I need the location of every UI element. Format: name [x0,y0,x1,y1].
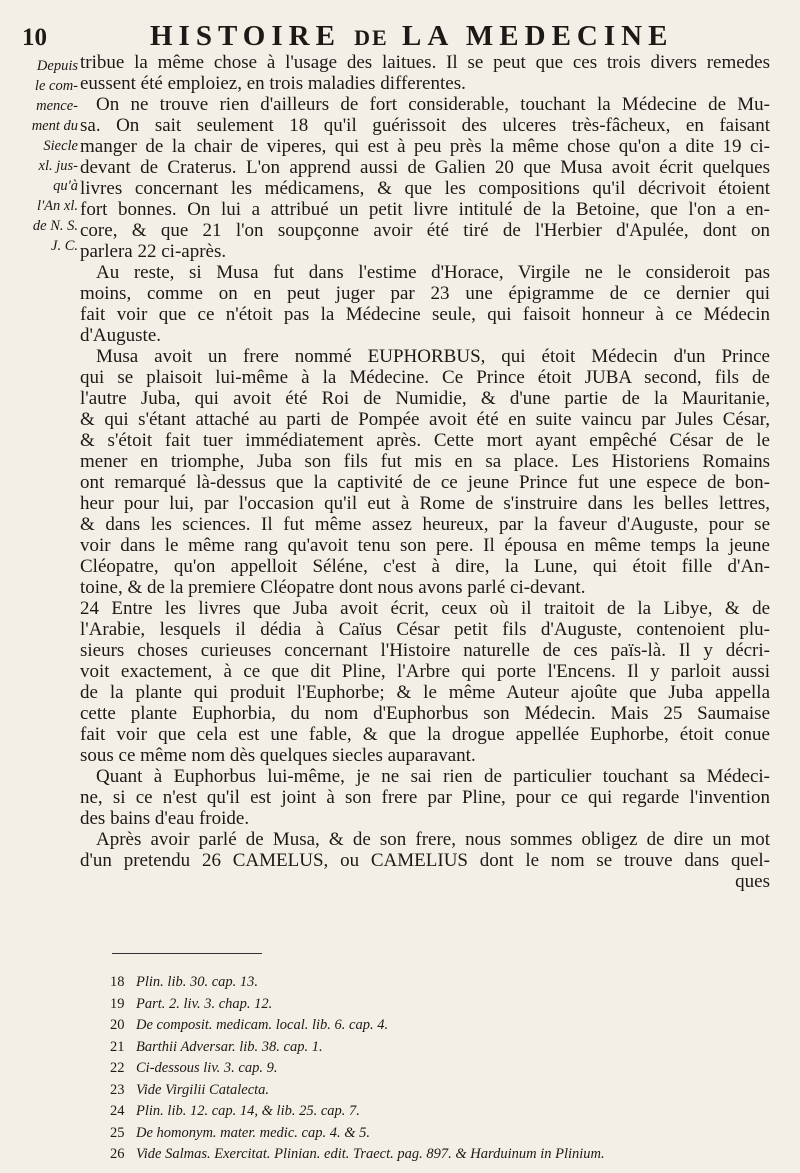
footnote [110,1015,770,1037]
text-line: d'Auguste. [80,325,162,346]
text-line: Musa avoit un frere nommé EUPHORBUS, qui étoit Médecin d'un Prince [96,346,770,367]
page-header [22,18,740,54]
footnote [110,1123,770,1145]
footnote [110,1058,770,1080]
margin-note-line: Siecle [43,138,78,154]
text-line: Après avoir parlé de Musa, & de son frere, nous sommes obligez de dire un mot [96,829,770,850]
margin-note-line: J. C. [51,238,78,254]
footnote-number: 19 [110,995,125,1012]
text-line: l'autre Juba, qui avoit été Roi de Numidie, & d'une partie de la Mauritanie, [80,388,770,409]
text-line: sa. On sait seulement 18 qu'il guérissoit des ulceres très-fâcheux, en faisant [80,115,770,136]
footnote-rule [112,953,262,954]
text-line: heur pour lui, par l'occasion qu'il eut à Rome de s'instruire dans les belles lettres, [80,493,770,514]
text-line: tribue la même chose à l'usage des laitues. Il se peut que ces trois divers remedes [80,52,770,73]
text-line: fait voir que cela est une fable, & que la drogue appellée Euphorbe, étoit conue [80,724,770,745]
text-line: 24 Entre les livres que Juba avoit écrit, ceux où il traitoit de la Libye, & de [80,598,770,619]
text-line: manger de la chair de viperes, qui est à peu près la même chose qu'on a dite 19 ci- [80,136,770,157]
text-line: ques [735,871,770,892]
text-line: des bains d'eau froide. [80,808,250,829]
margin-note-line: ment du [31,118,78,134]
margin-note [12,56,78,256]
margin-note-line: de N. S. [32,218,78,234]
text-line: & qui s'étant attaché au parti de Pompée avoit été en suite vaincu par Jules César, [80,409,770,430]
text-line: core, & que 21 l'on soupçonne avoir été tiré de l'Herbier d'Apulée, dont on [80,220,770,241]
footnote [110,1037,770,1059]
footnote-number: 21 [110,1038,125,1055]
text-line: livres concernant les médicamens, & que les compositions qu'il décrivoit étoient [80,178,770,199]
footnote [110,1080,770,1102]
footnote-text: Plin. lib. 30. cap. 13. [136,974,259,990]
footnote-number: 20 [110,1017,125,1033]
footnote-number: 22 [110,1060,125,1076]
text-line: parlera 22 ci-après. [80,241,227,262]
text-line: toine, & de la premiere Cléopatre dont nous avons parlé ci-devant. [80,577,586,598]
text-line: voir dans le même rang qu'avoit tenu son pere. Il épousa en même temps la jeune [80,535,770,556]
footnote-text: Part. 2. liv. 3. chap. 12. [136,995,273,1012]
text-line: On ne trouve rien d'ailleurs de fort considerable, touchant la Médecine de Mu- [96,94,770,115]
text-line: fait voir que ce n'étoit pas la Médecine seule, qui faisoit honneur à ce Médecin [80,304,770,325]
footnote-number: 24 [110,1103,125,1119]
margin-note-line: l'An xl. [37,198,78,214]
margin-note-line: xl. jus- [38,158,78,174]
text-line: Au reste, si Musa fut dans l'estime d'Horace, Virgile ne le consideroit pas [96,262,770,283]
text-line: Quant à Euphorbus lui-même, je ne sai rien de particulier touchant sa Médeci- [96,766,770,787]
footnote [110,972,770,994]
text-line: voit exactement, à ce que dit Pline, l'Arbre qui porte l'Encens. Il y parloit aussi [80,661,770,682]
footnote-text: Plin. lib. 12. cap. 14, & lib. 25. cap. 7. [136,1103,360,1119]
page-number: 10 [22,24,47,51]
footnote-number: 18 [110,974,125,990]
running-title-part: HISTOIRE [150,20,355,52]
text-line: ont remarqué là-dessus que la captivité de ce jeune Prince fut une espece de bon- [80,472,770,493]
text-line: devant de Craterus. L'on apprend aussi de Galien 20 que Musa avoit écrit quelques [80,157,770,178]
body-text [80,52,770,892]
running-title-part: LA [388,20,466,52]
text-line: de la plante qui produit l'Euphorbe; & le même Auteur ajoûte que Juba appella [80,682,770,703]
footnote-text: Barthii Adversar. lib. 38. cap. 1. [136,1038,323,1055]
text-line: l'Arabie, lesquels il dédia à Caïus César petit fils d'Auguste, contenoient plu- [80,619,770,640]
running-title-part: DE [354,25,389,50]
text-line: ne, si ce n'est qu'il est joint à son frere par Pline, pour ce qui regarde l'invention [80,787,770,808]
text-line: d'un pretendu 26 CAMELUS, ou CAMELIUS dont le nom se trouve dans quel- [80,850,770,871]
text-line: fort bonnes. On lui a attribué un petit livre intitulé de la Betoine, que l'on a en- [80,199,770,220]
margin-note-line: Depuis [36,58,78,74]
running-title-part: MEDECINE [465,20,674,52]
margin-note-line: qu'à [53,178,78,194]
running-title [150,20,673,53]
text-line: eussent été emploiez, en trois maladies differentes. [80,73,466,94]
footnote-text: Vide Virgilii Catalecta. [136,1081,270,1098]
footnote-text: Ci-dessous liv. 3. cap. 9. [136,1060,278,1076]
margin-note-line: mence- [36,98,78,114]
text-line: qui se plaisoit lui-même à la Médecine. Ce Prince étoit JUBA second, fils de [80,367,770,388]
footnote [110,994,770,1016]
text-line: mener en triomphe, Juba son fils fut mis en sa place. Les Historiens Romains [80,451,770,472]
footnote-text: Vide Salmas. Exercitat. Plinian. edit. Traect. pag. 897. & Harduinum in Plinium. [136,1146,605,1162]
text-line: cette plante Euphorbia, du nom d'Euphorbus son Médecin. Mais 25 Saumaise [80,703,770,724]
text-line: moins, comme on en peut juger par 23 une épigramme de ce dernier qui [80,283,770,304]
footnote-text: De composit. medicam. local. lib. 6. cap. 4. [136,1017,389,1033]
text-line: Cléopatre, qu'on appelloit Séléne, c'est à dire, la Lune, qui étoit fille d'An- [80,556,770,577]
footnote-number: 26 [110,1146,125,1162]
footnote [110,1144,770,1166]
text-line: & s'étoit fait tuer immédiatement après. Cette mort ayant empêché César de le [80,430,770,451]
footnote [110,1101,770,1123]
text-line: & dans les sciences. Il fut même assez heureux, par la faveur d'Auguste, pour se [80,514,770,535]
footnote-number: 25 [110,1124,125,1141]
margin-note-line: le com- [34,78,78,94]
footnote-number: 23 [110,1081,125,1098]
footnotes [110,972,770,1166]
footnote-text: De homonym. mater. medic. cap. 4. & 5. [136,1124,370,1141]
text-line: sieurs choses curieuses concernant l'Histoire naturelle de ces païs-là. Il y décri- [80,640,770,661]
text-line: sous ce même nom dès quelques siecles auparavant. [80,745,476,766]
